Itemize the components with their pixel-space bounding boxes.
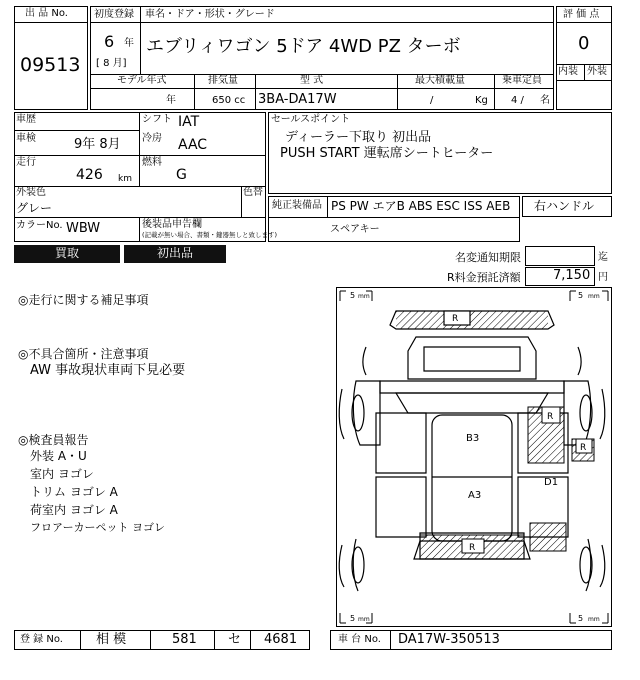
first-reg-year: 6 xyxy=(104,32,115,51)
reg-label: 登 録 No. xyxy=(20,634,63,645)
r-mark-mirror: R xyxy=(580,443,587,453)
capacity-unit: 名 xyxy=(540,95,550,106)
max-load-value: / xyxy=(430,95,434,106)
score-value: 0 xyxy=(578,33,590,54)
model-label: 型 式 xyxy=(300,75,324,86)
recycle-value: 7,150 xyxy=(553,268,591,283)
ac-label: 冷房 xyxy=(142,133,162,144)
first-reg-label: 初度登録 xyxy=(94,9,134,20)
sales-points-label: セールスポイント xyxy=(271,114,351,125)
recycle-unit: 円 xyxy=(598,272,608,283)
tire-tl-value: 5 xyxy=(350,291,356,300)
model-year-unit: 年 xyxy=(166,95,176,106)
lot-label: 出 品 No. xyxy=(25,8,68,19)
model-value: 3BA-DA17W xyxy=(258,92,337,107)
fuel-label: 燃料 xyxy=(142,157,162,168)
year-unit: 年 xyxy=(124,38,134,49)
tire-br-unit: mm xyxy=(588,616,600,623)
mileage-label: 走行 xyxy=(16,157,36,168)
ac-value: AAC xyxy=(178,137,208,153)
aftermarket-items: スペアキー xyxy=(330,224,380,235)
inspection-label: 車検 xyxy=(16,133,36,144)
equipment-label: 純正装備品 xyxy=(272,200,322,211)
reg-number: 4681 xyxy=(264,632,298,647)
color-value: グレー xyxy=(16,201,53,215)
hood xyxy=(408,337,536,379)
exterior-label: 外装 xyxy=(587,66,607,77)
inspector-line-1: 外装 A・U xyxy=(30,449,87,463)
inspector-label: ◎検査員報告 xyxy=(18,433,89,447)
name-change-box xyxy=(525,246,595,266)
driving-notes-label: ◎走行に関する補足事項 xyxy=(18,293,149,307)
left-front-door xyxy=(376,413,426,473)
purchase-badge: 買取 xyxy=(14,245,120,263)
color-no-label: カラーNo. xyxy=(16,220,63,231)
inspector-line-5: フロアーカーペット ヨゴレ xyxy=(30,521,165,534)
front-bumper-damage xyxy=(396,311,548,329)
mileage-value: 426 xyxy=(76,167,103,183)
inspector-line-4: 荷室内 ヨゴレ A xyxy=(30,503,118,517)
color-no-value: WBW xyxy=(66,221,101,236)
score-label: 評 価 点 xyxy=(563,9,600,20)
roof-rear-mark: A3 xyxy=(468,490,482,501)
inspector-line-3: トリム ヨゴレ A xyxy=(30,485,118,499)
tire-tl-unit: mm xyxy=(358,293,370,300)
diagram-border xyxy=(337,288,612,627)
lot-number: 09513 xyxy=(20,54,81,76)
damage-diagram xyxy=(336,287,612,627)
color-change-label: 色替 xyxy=(243,187,263,198)
car-name-label: 車名・ドア・形状・グレード xyxy=(145,9,275,20)
defects-text: AW 事故現状車両下見必要 xyxy=(30,363,186,378)
recycle-label: R料金預託済額 xyxy=(447,271,521,284)
first-listing-badge: 初出品 xyxy=(124,245,226,263)
shift-label: シフト xyxy=(142,114,172,125)
r-mark-door: R xyxy=(547,412,554,422)
name-change-unit: 迄 xyxy=(598,252,608,263)
max-load-label: 最大積載量 xyxy=(415,75,465,86)
reg-class: 581 xyxy=(172,632,197,647)
name-change-label: 名変通知期限 xyxy=(455,251,521,264)
interior-label: 内装 xyxy=(558,66,578,77)
tire-tr-value: 5 xyxy=(578,291,584,300)
fuel-value: G xyxy=(176,167,187,183)
roof-front-mark: B3 xyxy=(466,433,480,444)
mileage-unit: km xyxy=(118,174,132,184)
model-year-label: モデル年式 xyxy=(117,75,167,86)
sales-points-line1: ディーラー下取り 初出品 xyxy=(285,130,432,145)
displacement-value: 650 cc xyxy=(212,95,246,106)
tire-tr-unit: mm xyxy=(588,293,600,300)
car-name: エブリィワゴン 5ドア 4WD PZ ターボ xyxy=(146,36,461,57)
inspector-line-2: 室内 ヨゴレ xyxy=(30,467,94,481)
max-load-unit: Kg xyxy=(475,95,488,106)
sales-points-line2: PUSH START 運転席シートヒーター xyxy=(280,146,494,161)
chassis-label: 車 台 No. xyxy=(338,634,381,645)
door-mark: D1 xyxy=(544,477,559,488)
tire-bl-value: 5 xyxy=(350,614,356,623)
aftermarket-note: (記載が無い場合、書類・鍵器無しと致します) xyxy=(142,231,278,239)
windshield xyxy=(396,393,548,413)
chassis-value: DA17W-350513 xyxy=(398,632,500,647)
left-rear-door xyxy=(376,477,426,537)
right-rear-door-damage xyxy=(530,523,566,551)
history-label: 車歴 xyxy=(16,114,36,125)
inspection-value: 9年 8月 xyxy=(74,137,121,152)
tire-bl-unit: mm xyxy=(358,616,370,623)
defects-label: ◎不具合箇所・注意事項 xyxy=(18,347,149,361)
displacement-label: 排気量 xyxy=(208,75,238,86)
first-reg-month: [ 8 月] xyxy=(96,58,127,69)
capacity-label: 乗車定員 xyxy=(502,75,542,86)
reg-area: 相 模 xyxy=(96,632,127,647)
color-label: 外装色 xyxy=(16,187,46,198)
shift-value: IAT xyxy=(178,114,200,130)
steering-value: 右ハンドル xyxy=(534,199,595,213)
tire-br-value: 5 xyxy=(578,614,584,623)
reg-kana: セ xyxy=(228,632,242,647)
r-mark-front-bumper: R xyxy=(452,314,459,324)
aftermarket-label: 後装品申告欄 xyxy=(142,219,202,230)
r-mark-rear-bumper: R xyxy=(469,543,476,553)
equipment-items: PS PW エアB ABS ESC ISS AEB xyxy=(331,199,511,213)
capacity-value: 4 / xyxy=(511,95,524,106)
